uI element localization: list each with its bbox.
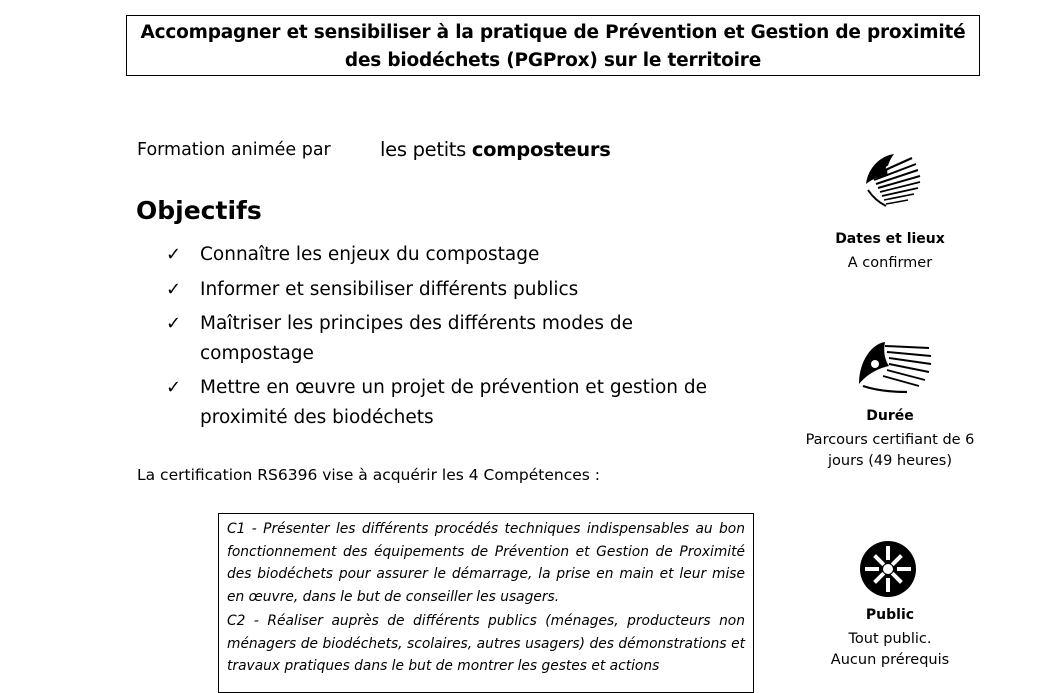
calendar-swirl-icon xyxy=(858,146,928,212)
competences-box xyxy=(218,513,754,693)
objective-text: Mettre en œuvre un projet de prévention et gestion de proximité des biodéchets xyxy=(200,377,708,428)
public-label: Public xyxy=(865,607,915,623)
brand-logo xyxy=(380,138,611,161)
duree-value-1: Parcours certifiant de 6 xyxy=(805,432,975,448)
brand-bold: composteurs xyxy=(471,138,611,161)
duree-label: Durée xyxy=(866,408,914,424)
clock-swirl-icon xyxy=(855,338,935,396)
objectifs-heading: Objectifs xyxy=(136,196,262,225)
certification-text: La certification RS6396 vise à acquérir les 4 Compétences : xyxy=(137,466,601,484)
objective-text: Connaître les enjeux du compostage xyxy=(200,244,540,265)
competence-c1: C1 - Présenter les différents procédés techniques indispensables au bon fonctionnement des équipements de Prévention et Gestion de Proximité des biodéchets pour assurer le démarrage, la prise en main et leur mise en œuvre, dans le but de conseiller les usagers. xyxy=(227,521,745,605)
competence-c2: C2 - Réaliser auprès de différents publics (ménages, producteurs non ménagers de biodéchets, scolaires, autres usagers) des démonstrations et travaux pratiques dans le but de montrer les gestes et actions xyxy=(227,613,745,674)
objective-text: Maîtriser les principes des différents modes de compostage xyxy=(200,313,633,364)
list-item xyxy=(166,309,746,368)
title-box xyxy=(126,15,980,76)
check-icon: ✓ xyxy=(166,313,182,334)
formation-label: Formation animée par xyxy=(137,140,331,160)
public-value-2: Aucun prérequis xyxy=(830,652,950,668)
public-value-1: Tout public. xyxy=(848,631,932,647)
list-item xyxy=(166,275,746,305)
duree-section xyxy=(790,408,990,472)
dates-section xyxy=(790,231,990,274)
list-item xyxy=(166,373,746,432)
objective-text: Informer et sensibiliser différents publics xyxy=(200,278,579,300)
dates-label: Dates et lieux xyxy=(835,231,945,247)
title-line-1: Accompagner et sensibiliser à la pratique de Prévention et Gestion de proximité xyxy=(140,22,966,43)
duree-value-2: jours (49 heures) xyxy=(827,453,952,469)
list-item xyxy=(166,240,746,270)
check-icon: ✓ xyxy=(166,278,182,300)
dates-value: A confirmer xyxy=(847,255,933,271)
check-icon: ✓ xyxy=(166,244,182,265)
public-section xyxy=(790,607,990,671)
check-icon: ✓ xyxy=(166,377,182,398)
objectives-list xyxy=(166,240,746,437)
brand-light: les petits xyxy=(380,138,472,161)
title-line-2: des biodéchets (PGProx) sur le territoire xyxy=(344,50,762,71)
people-circle-icon xyxy=(856,538,920,600)
